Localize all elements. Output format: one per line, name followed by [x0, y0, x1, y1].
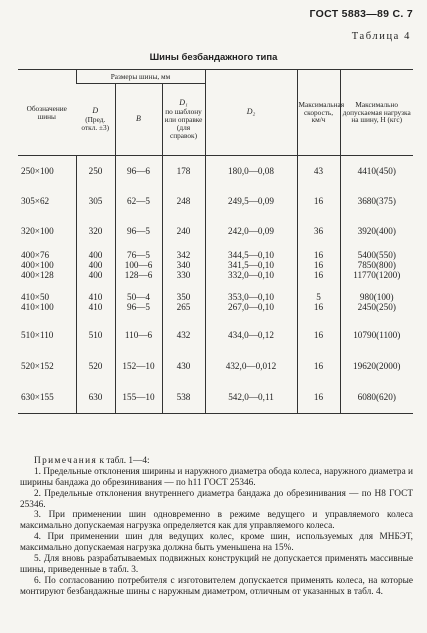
header-load: Максимально допускаемая нагрузка на шину, Н (кгс)	[340, 70, 413, 156]
cell-d: 250	[76, 156, 115, 187]
note-item-1: 1. Предельные отклонения ширины и наружного диаметра обода колеса, наружного диаметра и ширины бандажа до обрезинивания — по h11 ГОСТ 25346.	[20, 466, 413, 488]
cell-load: 7850(800)	[340, 261, 413, 271]
cell-d: 400	[76, 247, 115, 261]
cell-b: 96—5	[115, 303, 162, 320]
cell-speed: 16	[297, 247, 340, 261]
tire-name: 630×155	[18, 383, 76, 414]
notes-heading	[20, 456, 413, 467]
note-item-2: 2. Предельные отклонения внутреннего диаметра бандажа до обрезинивания — по Н8 ГОСТ 25346.	[20, 488, 413, 510]
cell-d1: 350	[162, 285, 205, 303]
cell-speed: 16	[297, 320, 340, 352]
cell-d1: 430	[162, 352, 205, 383]
cell-d1: 248	[162, 187, 205, 217]
cell-d2: 353,0—0,10	[205, 285, 297, 303]
cell-load: 6080(620)	[340, 383, 413, 414]
cell-speed: 16	[297, 261, 340, 271]
cell-d: 630	[76, 383, 115, 414]
table-row	[18, 285, 413, 303]
cell-load: 5400(550)	[340, 247, 413, 261]
cell-d: 410	[76, 303, 115, 320]
notes-title-prefix: Примечания	[34, 456, 98, 466]
cell-d: 410	[76, 285, 115, 303]
cell-d2: 267,0—0,10	[205, 303, 297, 320]
tire-dimensions-table	[18, 69, 413, 414]
tire-name: 510×110	[21, 329, 54, 340]
header-d1	[162, 84, 205, 156]
cell-d1: 330	[162, 271, 205, 285]
table-row	[18, 187, 413, 217]
header-b	[115, 84, 162, 156]
cell-d2: 344,5—0,10	[205, 247, 297, 261]
cell-load: 19620(2000)	[340, 352, 413, 383]
table-row	[18, 247, 413, 261]
d1-symbol: D₁	[179, 98, 188, 108]
table-row	[18, 271, 413, 285]
cell-d2: 432,0—0,012	[205, 352, 297, 383]
cell-load: 980(100)	[340, 285, 413, 303]
cell-load: 3680(375)	[340, 187, 413, 217]
cell-d2: 249,5—0,09	[205, 187, 297, 217]
cell-load: 10790(1100)	[340, 320, 413, 352]
tire-name: 400×100	[21, 259, 54, 270]
note-item-5: 5. Для вновь разрабатываемых подвижных конструкций не допускается применять массивные шины, приведенные в табл. 3.	[20, 553, 413, 575]
tire-name: 250×100	[21, 165, 54, 176]
cell-b: 62—5	[115, 187, 162, 217]
cell-d1: 340	[162, 261, 205, 271]
cell-speed: 16	[297, 187, 340, 217]
cell-d1: 432	[162, 320, 205, 352]
cell-load: 11770(1200)	[340, 271, 413, 285]
d2-symbol: D₂	[246, 107, 256, 117]
notes-section	[20, 456, 413, 597]
header-speed: Максимальная скорость, км/ч	[297, 70, 340, 156]
cell-b: 96—6	[115, 156, 162, 187]
tire-name: 400×128	[21, 269, 54, 280]
header-designation: Обозначение шины	[18, 70, 76, 156]
table-row	[18, 352, 413, 383]
table-row	[18, 383, 413, 414]
note-item-4: 4. При применении шин для ведущих колес, кроме шин, используемых для МНБЭТ, максимально допускаемая нагрузка должна быть уменьшена на 15%.	[20, 532, 413, 553]
d-tolerance-note: (Пред. откл. ±3)	[81, 114, 110, 132]
cell-load: 3920(400)	[340, 217, 413, 247]
table-title: Шины безбандажного типа	[149, 52, 278, 63]
cell-load: 2450(250)	[340, 303, 413, 320]
table-row	[18, 261, 413, 271]
cell-d1: 342	[162, 247, 205, 261]
tire-name: 400×76	[21, 250, 50, 261]
table-row	[18, 217, 413, 247]
cell-d2: 542,0—0,11	[205, 383, 297, 414]
d1-note: по шаблону или оправке (для справок)	[164, 107, 203, 140]
d-symbol: D	[92, 106, 99, 116]
tire-name: 520×152	[21, 361, 54, 372]
cell-d1: 265	[162, 303, 205, 320]
header-d	[76, 84, 115, 156]
note-item-6: 6. По согласованию потребителя с изготовителем допускается применять колеса, на которые монтируют безбандажные шины с наружным диаметром, отличным от указанных в табл. 4.	[20, 575, 413, 597]
tire-name: 410×100	[21, 301, 54, 312]
cell-b: 100—6	[115, 261, 162, 271]
cell-speed: 5	[297, 285, 340, 303]
cell-d2: 341,5—0,10	[205, 261, 297, 271]
cell-b: 155—10	[115, 383, 162, 414]
header-size-group: Размеры шины, мм	[76, 70, 205, 84]
cell-b: 50—4	[115, 285, 162, 303]
cell-b: 110—6	[115, 320, 162, 352]
table-row	[18, 156, 413, 187]
cell-load: 4410(450)	[340, 156, 413, 187]
cell-b: 128—6	[115, 271, 162, 285]
gost-page-header: ГОСТ 5883—89 С. 7	[309, 8, 413, 20]
cell-speed: 16	[297, 271, 340, 285]
cell-speed: 16	[297, 303, 340, 320]
cell-b: 152—10	[115, 352, 162, 383]
tire-name: 305×62	[21, 195, 50, 206]
tire-name: 410×50	[21, 292, 50, 303]
cell-speed: 43	[297, 156, 340, 187]
cell-d2: 242,0—0,09	[205, 217, 297, 247]
cell-d: 520	[76, 352, 115, 383]
cell-d: 400	[76, 271, 115, 285]
cell-speed: 16	[297, 352, 340, 383]
table-number-label: Таблица 4	[351, 31, 411, 42]
cell-d1: 240	[162, 217, 205, 247]
cell-b: 76—5	[115, 247, 162, 261]
cell-d: 305	[76, 187, 115, 217]
header-d2	[205, 70, 297, 156]
cell-d2: 434,0—0,12	[205, 320, 297, 352]
cell-d2: 180,0—0,08	[205, 156, 297, 187]
cell-d: 320	[76, 217, 115, 247]
cell-d1: 178	[162, 156, 205, 187]
cell-d2: 332,0—0,10	[205, 271, 297, 285]
cell-d1: 538	[162, 383, 205, 414]
cell-speed: 36	[297, 217, 340, 247]
table-row	[18, 320, 413, 352]
tire-name: 320×100	[21, 225, 54, 236]
notes-title-suffix: к табл. 1—4:	[97, 456, 150, 466]
cell-d: 510	[76, 320, 115, 352]
table-row	[18, 303, 413, 320]
cell-b: 96—5	[115, 217, 162, 247]
cell-speed: 16	[297, 383, 340, 414]
b-symbol: B	[136, 114, 141, 124]
note-item-3: 3. При применении шин одновременно в режиме ведущего и управляемого колеса максимально допускаемая нагрузка определяется как для управляемого колеса.	[20, 510, 413, 532]
cell-d: 400	[76, 261, 115, 271]
